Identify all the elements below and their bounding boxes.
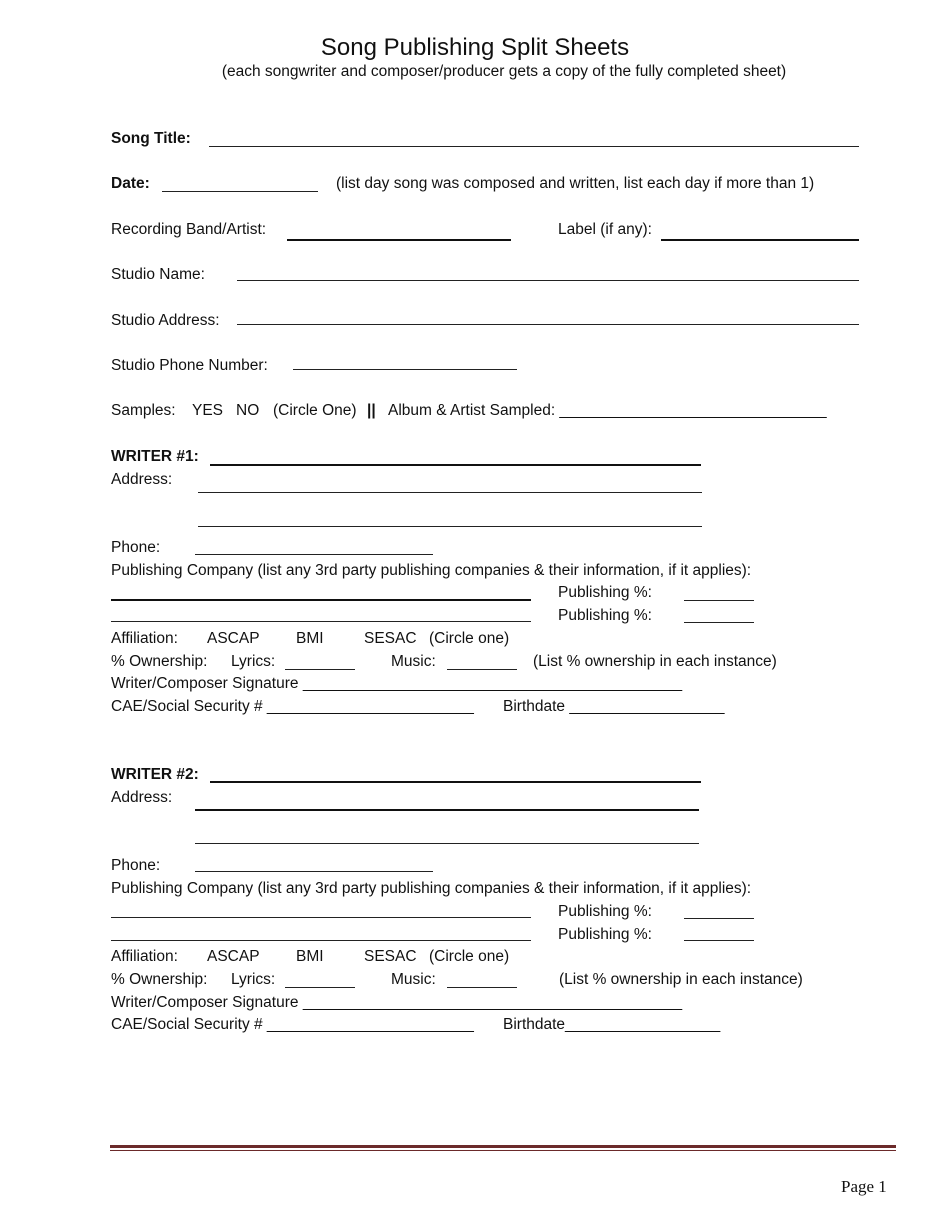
page-title: Song Publishing Split Sheets — [320, 34, 630, 61]
writer-2-heading: WRITER #2: — [111, 766, 199, 783]
writer-1-publishing-pct-field-2[interactable] — [684, 622, 754, 623]
page-subtitle: (each songwriter and composer/producer gets a copy of the fully completed sheet) — [221, 63, 787, 80]
writer-1-lyrics-label: Lyrics: — [231, 653, 276, 670]
writer-2-ownership-note: (List % ownership in each instance) — [559, 971, 803, 988]
writer-1-publishing-company-line-1[interactable] — [111, 599, 531, 601]
writer-1-address-line-1[interactable] — [198, 492, 702, 493]
writer-1-music-label: Music: — [391, 653, 436, 670]
footer-rule-thick — [110, 1145, 896, 1148]
writer-2-publishing-company-line-1[interactable] — [111, 917, 531, 918]
writer-2-phone-field[interactable] — [195, 871, 433, 872]
writer-2-aff-bmi[interactable]: BMI — [296, 948, 324, 965]
date-field[interactable] — [162, 191, 318, 192]
writer-1-publishing-company-label: Publishing Company (list any 3rd party publishing companies & their information, if it applies): — [111, 562, 752, 579]
recording-artist-label: Recording Band/Artist: — [111, 221, 267, 238]
writer-1-phone-label: Phone: — [111, 539, 161, 556]
writer-1-lyrics-field[interactable] — [285, 669, 355, 670]
samples-label: Samples: — [111, 402, 176, 419]
writer-2-lyrics-label: Lyrics: — [231, 971, 276, 988]
song-title-field[interactable] — [209, 146, 859, 147]
writer-2-publishing-pct-field-1[interactable] — [684, 918, 754, 919]
label-field[interactable] — [661, 239, 859, 241]
footer-rule-thin — [110, 1150, 896, 1151]
song-title-label: Song Title: — [111, 130, 191, 147]
studio-name-label: Studio Name: — [111, 266, 205, 283]
writer-2-aff-ascap[interactable]: ASCAP — [207, 948, 260, 965]
date-label: Date: — [111, 175, 150, 192]
samples-yes-option[interactable]: YES — [192, 402, 224, 419]
writer-2-publishing-company-line-2[interactable] — [111, 940, 531, 941]
writer-1-ownership-label: % Ownership: — [111, 653, 208, 670]
writer-1-phone-field[interactable] — [195, 554, 433, 555]
writer-1-ownership-note: (List % ownership in each instance) — [533, 653, 777, 670]
writer-2-address-label: Address: — [111, 789, 173, 806]
writer-1-publishing-company-line-2[interactable] — [111, 621, 531, 622]
writer-2-affiliation-label: Affiliation: — [111, 948, 178, 965]
writer-2-aff-circle-note: (Circle one) — [429, 948, 510, 965]
label-label: Label (if any): — [558, 221, 652, 238]
writer-2-music-label: Music: — [391, 971, 436, 988]
studio-address-label: Studio Address: — [111, 312, 220, 329]
writer-1-heading: WRITER #1: — [111, 448, 199, 465]
writer-2-publishing-company-label: Publishing Company (list any 3rd party publishing companies & their information, if it applies): — [111, 880, 752, 897]
studio-phone-field[interactable] — [293, 369, 517, 370]
writer-2-aff-sesac[interactable]: SESAC — [364, 948, 417, 965]
writer-2-publishing-pct-field-2[interactable] — [684, 940, 754, 941]
writer-1-address-label: Address: — [111, 471, 173, 488]
writer-1-birthdate-field[interactable]: Birthdate __________________ — [503, 698, 725, 715]
writer-2-signature-field[interactable]: Writer/Composer Signature ____________________________________________ — [111, 994, 683, 1011]
writer-1-music-field[interactable] — [447, 669, 517, 670]
writer-1-signature-field[interactable]: Writer/Composer Signature ____________________________________________ — [111, 675, 683, 692]
page-number: Page 1 — [841, 1177, 887, 1196]
writer-1-publishing-pct-field-1[interactable] — [684, 600, 754, 601]
recording-artist-field[interactable] — [287, 239, 511, 241]
writer-1-publishing-pct-label-2: Publishing %: — [558, 607, 652, 624]
samples-circle-note: (Circle One) — [273, 402, 357, 419]
writer-1-publishing-pct-label-1: Publishing %: — [558, 584, 652, 601]
writer-2-ownership-label: % Ownership: — [111, 971, 208, 988]
writer-2-address-line-1[interactable] — [195, 809, 699, 811]
writer-1-aff-sesac[interactable]: SESAC — [364, 630, 417, 647]
samples-no-option[interactable]: NO — [236, 402, 260, 419]
samples-separator: || — [367, 402, 376, 419]
writer-1-aff-ascap[interactable]: ASCAP — [207, 630, 260, 647]
writer-2-lyrics-field[interactable] — [285, 987, 355, 988]
date-note: (list day song was composed and written, list each day if more than 1) — [336, 175, 815, 192]
writer-2-phone-label: Phone: — [111, 857, 161, 874]
writer-1-affiliation-label: Affiliation: — [111, 630, 178, 647]
writer-2-publishing-pct-label-1: Publishing %: — [558, 903, 652, 920]
writer-1-aff-circle-note: (Circle one) — [429, 630, 510, 647]
writer-1-cae-field[interactable]: CAE/Social Security # ________________________ — [111, 698, 474, 715]
studio-phone-label: Studio Phone Number: — [111, 357, 268, 374]
album-sampled-field[interactable]: Album & Artist Sampled: _______________________________ — [388, 402, 827, 419]
writer-2-address-line-2[interactable] — [195, 843, 699, 844]
writer-2-cae-field[interactable]: CAE/Social Security # ________________________ — [111, 1016, 474, 1033]
writer-1-address-line-2[interactable] — [198, 526, 702, 527]
studio-name-field[interactable] — [237, 280, 859, 281]
writer-1-aff-bmi[interactable]: BMI — [296, 630, 324, 647]
writer-2-music-field[interactable] — [447, 987, 517, 988]
writer-2-birthdate-field[interactable]: Birthdate__________________ — [503, 1016, 721, 1033]
writer-2-name-field[interactable] — [210, 781, 701, 783]
writer-2-publishing-pct-label-2: Publishing %: — [558, 926, 652, 943]
studio-address-field[interactable] — [237, 324, 859, 325]
writer-1-name-field[interactable] — [210, 464, 701, 466]
